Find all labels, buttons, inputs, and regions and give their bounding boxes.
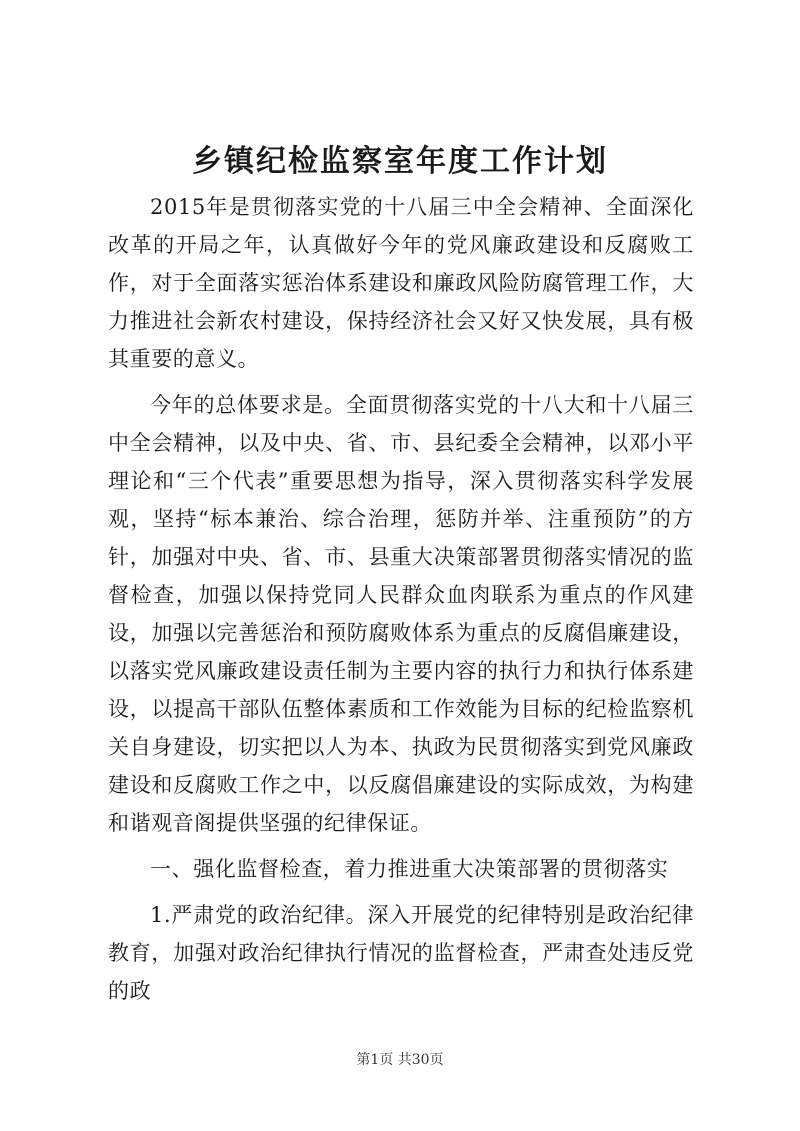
- section-heading-1: 一、强化监督检查，着力推进重大决策部署的贯彻落实: [150, 857, 669, 881]
- paragraph-requirements: 今年的总体要求是。全面贯彻落实党的十八大和十八届三中全会精神，以及中央、省、市、县纪委全会精神，以邓小平理论和“三个代表”重要思想为指导，深入贯彻落实科学发展观，坚持“标本兼治、综合治理，惩防并举、注重预防”的方针，加强对中央、省、市、县重大决策部署贯彻落实情况的监督检查，加强以保持党同人民群众血肉联系为重点的作风建设，加强以完善惩治和预防腐败体系为重点的反腐倡廉建设，以落实党风廉政建设责任制为主要内容的执行力和执行体系建设，以提高干部队伍整体素质和工作效能为目标的纪检监察机关自身建设，切实把以人为本、执政为民贯彻落实到党风廉政建设和反腐败工作之中，以反腐倡廉建设的实际成效，为构建和谐观音阁提供坚强的纪律保证。: [108, 393, 694, 835]
- paragraph-item-1: 1.严肃党的政治纪律。深入开展党的纪律特别是政治纪律教育，加强对政治纪律执行情况的监督检查，严肃查处违反党的政: [108, 903, 694, 1003]
- paragraph-intro: 2015年是贯彻落实党的十八届三中全会精神、全面深化改革的开局之年，认真做好今年的党风廉政建设和反腐败工作，对于全面落实惩治体系建设和廉政风险防腐管理工作，大力推进社会新农村建设，保持经济社会又好又快发展，具有极其重要的意义。: [108, 195, 694, 371]
- document-title: 乡镇纪检监察室年度工作计划: [192, 144, 608, 179]
- document-body: [108, 188, 694, 1018]
- page-footer: 第1页 共30页: [356, 1052, 444, 1068]
